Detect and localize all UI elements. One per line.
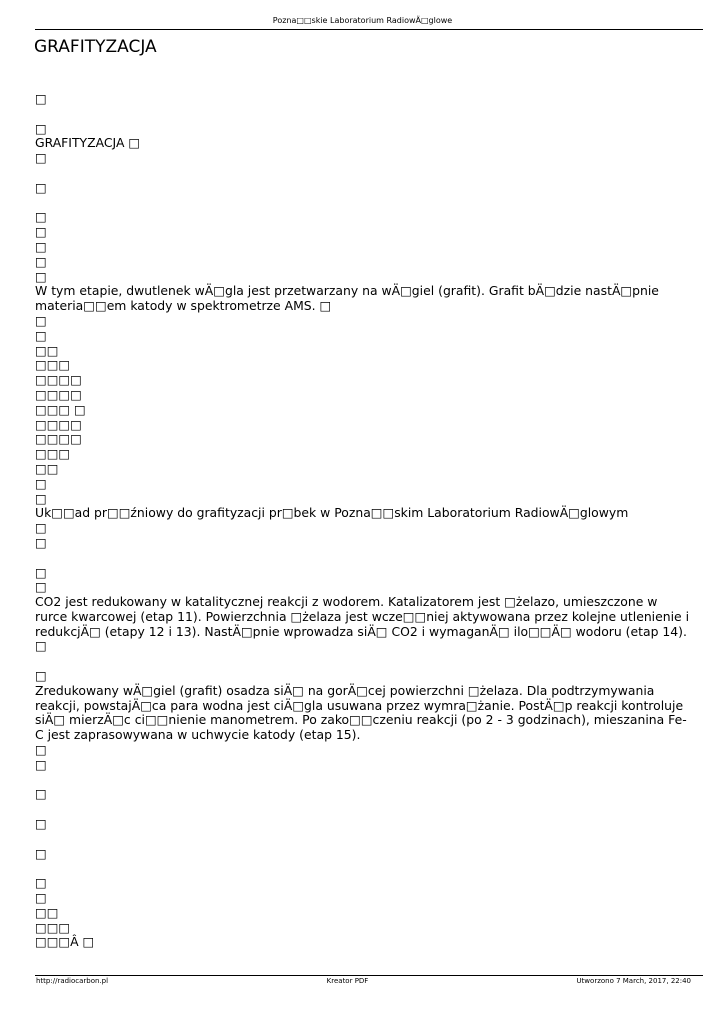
text-line: □	[35, 120, 47, 136]
text-line: □□□□	[35, 416, 82, 432]
text-line: □□□	[35, 446, 71, 462]
footer-url: http://radiocarbon.pl	[36, 977, 109, 985]
page-title: GRAFITYZACJA	[34, 37, 157, 57]
text-line: □□□Â □	[35, 934, 95, 950]
text-line: □	[35, 564, 47, 580]
text-line: □	[35, 875, 47, 891]
text-line: □	[35, 224, 47, 240]
text-line: □	[35, 490, 47, 506]
text-line: □	[35, 475, 47, 491]
article-body	[35, 92, 690, 950]
header-divider	[35, 29, 703, 30]
text-line: □	[35, 238, 47, 254]
text-line: □□□□	[35, 431, 82, 447]
text-line: □	[35, 786, 47, 802]
text-line: □	[35, 209, 47, 225]
text-line: □	[35, 520, 47, 536]
text-line: □	[35, 91, 47, 106]
text-line: □	[35, 150, 47, 166]
text-line: □	[35, 268, 47, 284]
text-line: □	[35, 327, 47, 343]
paragraph-caption: Uk□□ad pr□□źniowy do grafityzacji pr□bek w Pozna□□skim Laboratorium RadiowÄ□glowym	[35, 505, 629, 521]
text-line: □□	[35, 460, 59, 476]
text-line: □□□	[35, 919, 71, 935]
text-line: □	[35, 534, 47, 550]
footer-creator: Kreator PDF	[326, 977, 369, 985]
text-line: □□□□	[35, 386, 82, 402]
footer-created-date: Utworzono 7 March, 2017, 22:40	[576, 977, 691, 985]
paragraph-graphite: Zredukowany wÄ□giel (grafit) osadza siÄ□ na gorÄ□cej powierzchni □żelaza. Dla podtrzymywania reakcji, powstajÄ□ca para wodna jest ciÄ□gla usuwana przez wymra□żanie. PostÄ□p reakcji kontroluje siÄ□ mierzÄ□c ci□□nienie manometrem. Po zako□□czeniu reakcji (po 2 - 3 godzinach), mieszanina Fe-C jest zaprasowywana w uchwycie katody (etap 15).	[35, 682, 687, 743]
text-line: □□□	[35, 357, 71, 373]
section-heading: GRAFITYZACJA □	[35, 135, 141, 151]
text-line: □	[35, 816, 47, 832]
text-line: □□	[35, 904, 59, 920]
text-line: □	[35, 845, 47, 861]
text-line: □	[35, 253, 47, 269]
text-line: □	[35, 742, 47, 758]
paragraph-reduction: CO2 jest redukowany w katalitycznej reakcji z wodorem. Katalizatorem jest □żelazo, umieszczone w rurce kwarcowej (etap 11). Powierzchnia □żelaza jest wcze□□niej aktywowana przez kolejne utlenienie i redukcjÄ□ (etapy 12 i 13). NastÄ□pnie wprowadza siÄ□ CO2 i wymaganÄ□ ilo□□Ä□ wodoru (etap 14). □	[35, 594, 690, 654]
text-line: □	[35, 668, 47, 684]
text-line: □	[35, 756, 47, 772]
text-line: □□□□	[35, 372, 82, 388]
text-line: □	[35, 579, 47, 595]
paragraph-intro: W tym etapie, dwutlenek wÄ□gla jest przetwarzany na wÄ□giel (grafit). Grafit bÄ□dzie nastÄ□pnie materia□□em katody w spektrometrze AMS. □	[35, 283, 659, 314]
footer-divider	[35, 975, 703, 976]
page-header-title: Pozna□□skie Laboratorium RadiowÄ□glowe	[272, 16, 453, 25]
text-line: □□	[35, 342, 59, 358]
text-line: □	[35, 312, 47, 328]
text-line: □□□ □	[35, 401, 86, 417]
text-line: □	[35, 179, 47, 195]
text-line: □	[35, 890, 47, 906]
